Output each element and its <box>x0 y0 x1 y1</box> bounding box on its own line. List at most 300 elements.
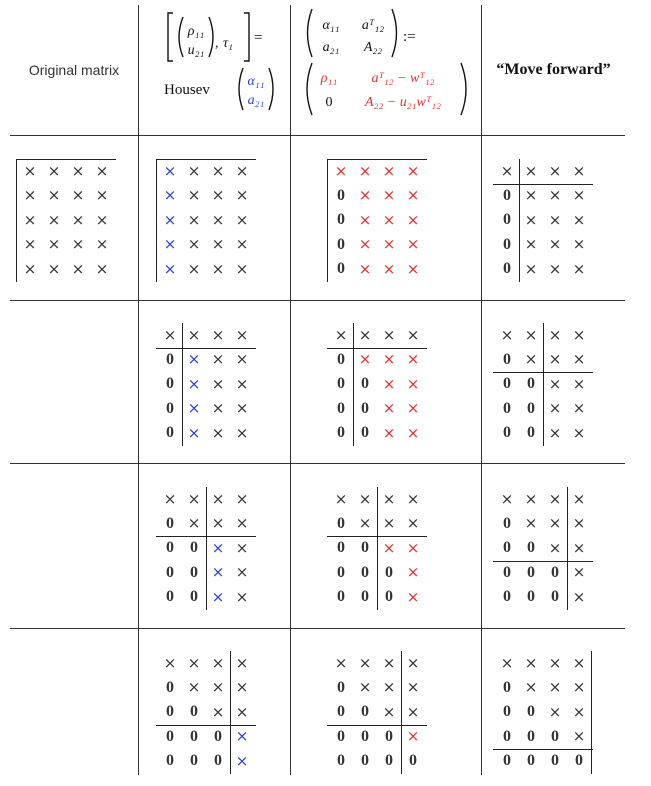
matrix-entry-x: × <box>382 702 396 721</box>
matrix-entry-x: × <box>211 235 225 253</box>
matrix-entry-x: × <box>406 702 420 721</box>
header-householder-formula <box>139 5 290 135</box>
partition-horizontal-line <box>327 725 427 726</box>
matrix-entry-x: × <box>382 161 396 180</box>
partition-horizontal-line <box>327 348 427 349</box>
matrix-entry-x: × <box>23 259 37 278</box>
matrix-entry-x: × <box>235 653 249 672</box>
matrix-step4-housev <box>158 651 254 774</box>
matrix-entry-x: × <box>211 678 225 696</box>
matrix-entry-x: × <box>187 423 201 442</box>
matrix-entry-zero: 0 <box>503 350 511 368</box>
matrix-entry-zero: 0 <box>503 399 511 417</box>
matrix-entry-x: × <box>406 350 420 368</box>
matrix-entry-x: × <box>187 235 201 253</box>
matrix-entry-x: × <box>187 514 201 532</box>
row-divider-1 <box>10 300 625 301</box>
matrix-entry-x: × <box>211 161 225 180</box>
matrix-entry-x: × <box>235 489 249 508</box>
matrix-entry-x: × <box>500 161 514 180</box>
matrix-entry-x: × <box>71 210 85 229</box>
matrix-entry-x: × <box>47 259 61 278</box>
matrix-entry-x: × <box>524 514 538 532</box>
matrix-entry-x: × <box>235 374 249 393</box>
matrix-entry-x: × <box>235 259 249 278</box>
matrix-entry-x: × <box>406 259 420 278</box>
matrix-entry-x: × <box>572 259 586 278</box>
matrix-entry-zero: 0 <box>337 678 345 696</box>
partition-horizontal-line <box>493 749 593 750</box>
matrix-step1-move <box>495 159 591 282</box>
matrix-entry-x: × <box>163 235 177 253</box>
matrix-entry-zero: 0 <box>166 588 174 605</box>
matrix-entry-x: × <box>358 161 372 180</box>
matrix-entry-x: × <box>382 514 396 532</box>
matrix-entry-zero: 0 <box>361 424 369 441</box>
matrix-entry-x: × <box>235 587 249 606</box>
matrix-entry-x: × <box>163 161 177 180</box>
matrix-entry-x: × <box>95 259 109 278</box>
matrix-entry-zero: 0 <box>166 514 174 532</box>
matrix-entry-x: × <box>524 186 538 204</box>
matrix-entry-zero: 0 <box>575 752 583 769</box>
update-a12T: aᵀ₁₂ <box>361 18 385 33</box>
partition-top-line <box>327 159 427 160</box>
matrix-entry-x: × <box>358 186 372 204</box>
partition-vertical-line <box>156 159 157 282</box>
matrix-entry-zero: 0 <box>361 588 369 605</box>
header-original-matrix <box>10 5 138 135</box>
matrix-entry-x: × <box>548 653 562 672</box>
matrix-entry-x: × <box>187 653 201 672</box>
matrix-entry-x: × <box>163 210 177 229</box>
matrix-step2-update <box>329 323 425 446</box>
matrix-entry-x: × <box>235 563 249 581</box>
matrix-entry-x: × <box>358 325 372 344</box>
header-original-matrix-label: Original matrix <box>28 62 120 78</box>
matrix-entry-x: × <box>406 399 420 417</box>
matrix-entry-x: × <box>572 538 586 557</box>
matrix-entry-x: × <box>524 489 538 508</box>
matrix-entry-zero: 0 <box>551 727 559 745</box>
matrix-entry-x: × <box>235 514 249 532</box>
update-top-right: aᵀ₁₂ − wᵀ₁₂ <box>371 71 435 86</box>
matrix-entry-x: × <box>548 350 562 368</box>
formula-equals: = <box>254 30 263 46</box>
matrix-entry-x: × <box>211 489 225 508</box>
matrix-entry-x: × <box>382 374 396 393</box>
matrix-entry-x: × <box>524 161 538 180</box>
matrix-entry-x: × <box>548 210 562 229</box>
matrix-entry-zero: 0 <box>361 703 369 720</box>
matrix-entry-x: × <box>572 325 586 344</box>
matrix-entry-x: × <box>548 259 562 278</box>
matrix-entry-x: × <box>548 514 562 532</box>
matrix-step3-housev <box>158 487 254 610</box>
matrix-entry-x: × <box>235 423 249 442</box>
matrix-entry-x: × <box>572 489 586 508</box>
matrix-entry-zero: 0 <box>166 375 174 392</box>
matrix-entry-zero: 0 <box>190 539 198 556</box>
matrix-entry-zero: 0 <box>361 399 369 417</box>
matrix-entry-x: × <box>187 489 201 508</box>
matrix-entry-x: × <box>235 235 249 253</box>
matrix-entry-x: × <box>235 538 249 557</box>
partition-vertical-line <box>519 159 520 282</box>
matrix-step4-move <box>495 651 591 774</box>
matrix-entry-x: × <box>382 538 396 557</box>
matrix-entry-zero: 0 <box>527 424 535 441</box>
matrix-entry-zero: 0 <box>503 539 511 556</box>
matrix-entry-x: × <box>235 350 249 368</box>
matrix-entry-x: × <box>572 399 586 417</box>
matrix-entry-x: × <box>572 210 586 229</box>
matrix-entry-x: × <box>187 374 201 393</box>
matrix-entry-x: × <box>548 235 562 253</box>
matrix-entry-x: × <box>235 399 249 417</box>
partition-vertical-line <box>353 323 354 446</box>
matrix-entry-x: × <box>358 653 372 672</box>
matrix-entry-zero: 0 <box>361 752 369 769</box>
matrix-entry-x: × <box>382 399 396 417</box>
partition-horizontal-line <box>493 184 593 185</box>
matrix-entry-zero: 0 <box>190 727 198 745</box>
matrix-entry-x: × <box>235 186 249 204</box>
partition-vertical-line <box>230 651 231 774</box>
matrix-entry-x: × <box>406 423 420 442</box>
matrix-entry-zero: 0 <box>551 752 559 769</box>
matrix-entry-x: × <box>500 653 514 672</box>
matrix-entry-zero: 0 <box>337 186 345 204</box>
matrix-entry-zero: 0 <box>527 375 535 392</box>
top-matrix-left-paren <box>308 9 313 57</box>
outer-right-bracket <box>244 13 249 61</box>
matrix-entry-x: × <box>382 653 396 672</box>
matrix-entry-x: × <box>163 653 177 672</box>
formula-housev: Housev <box>164 82 210 98</box>
matrix-entry-zero: 0 <box>337 514 345 532</box>
matrix-entry-x: × <box>163 259 177 278</box>
matrix-entry-x: × <box>524 259 538 278</box>
matrix-entry-x: × <box>358 489 372 508</box>
matrix-entry-x: × <box>358 514 372 532</box>
matrix-entry-x: × <box>548 325 562 344</box>
matrix-entry-x: × <box>334 653 348 672</box>
matrix-entry-x: × <box>548 186 562 204</box>
matrix-entry-zero: 0 <box>551 563 559 581</box>
matrix-entry-x: × <box>406 161 420 180</box>
matrix-entry-x: × <box>382 489 396 508</box>
matrix-entry-x: × <box>334 161 348 180</box>
bottom-matrix-right-paren <box>461 63 466 115</box>
matrix-entry-x: × <box>334 489 348 508</box>
matrix-entry-x: × <box>47 210 61 229</box>
matrix-entry-x: × <box>382 186 396 204</box>
row-divider-2 <box>10 463 625 464</box>
matrix-entry-zero: 0 <box>214 752 222 769</box>
matrix-entry-x: × <box>95 186 109 204</box>
matrix-entry-x: × <box>406 325 420 344</box>
matrix-entry-zero: 0 <box>337 424 345 441</box>
matrix-entry-zero: 0 <box>337 235 345 253</box>
outer-left-bracket <box>168 13 173 61</box>
partition-vertical-line <box>591 651 592 774</box>
matrix-entry-x: × <box>572 678 586 696</box>
matrix-entry-zero: 0 <box>385 752 393 769</box>
matrix-entry-x: × <box>500 489 514 508</box>
matrix-entry-x: × <box>211 325 225 344</box>
matrix-entry-zero: 0 <box>337 727 345 745</box>
matrix-entry-x: × <box>211 399 225 417</box>
matrix-entry-x: × <box>406 210 420 229</box>
matrix-entry-x: × <box>382 350 396 368</box>
matrix-entry-zero: 0 <box>385 727 393 745</box>
matrix-entry-zero: 0 <box>361 539 369 556</box>
matrix-entry-x: × <box>211 538 225 557</box>
matrix-entry-x: × <box>187 186 201 204</box>
matrix-entry-zero: 0 <box>190 563 198 581</box>
matrix-entry-zero: 0 <box>551 588 559 605</box>
matrix-entry-x: × <box>524 350 538 368</box>
partition-vertical-line <box>401 651 402 774</box>
partition-top-line <box>16 159 116 160</box>
matrix-entry-x: × <box>572 350 586 368</box>
matrix-entry-zero: 0 <box>503 375 511 392</box>
matrix-entry-x: × <box>235 210 249 229</box>
partition-top-line <box>156 159 256 160</box>
matrix-entry-x: × <box>382 423 396 442</box>
matrix-entry-x: × <box>211 653 225 672</box>
matrix-entry-zero: 0 <box>190 752 198 769</box>
matrix-entry-zero: 0 <box>503 424 511 441</box>
housev-left-paren <box>239 68 243 110</box>
matrix-entry-x: × <box>572 727 586 745</box>
matrix-entry-zero: 0 <box>503 727 511 745</box>
matrix-entry-x: × <box>71 235 85 253</box>
matrix-entry-x: × <box>548 423 562 442</box>
matrix-step2-move <box>495 323 591 446</box>
matrix-entry-zero: 0 <box>190 703 198 720</box>
partition-vertical-line <box>377 487 378 610</box>
matrix-entry-x: × <box>358 235 372 253</box>
matrix-entry-x: × <box>95 161 109 180</box>
matrix-entry-zero: 0 <box>503 211 511 228</box>
matrix-entry-x: × <box>572 514 586 532</box>
matrix-entry-zero: 0 <box>503 563 511 581</box>
matrix-entry-zero: 0 <box>503 186 511 204</box>
matrix-entry-x: × <box>235 702 249 721</box>
matrix-entry-zero: 0 <box>385 588 393 605</box>
matrix-entry-x: × <box>211 374 225 393</box>
matrix-entry-zero: 0 <box>527 703 535 720</box>
matrix-entry-x: × <box>572 161 586 180</box>
matrix-entry-zero: 0 <box>337 260 345 277</box>
matrix-entry-x: × <box>572 587 586 606</box>
matrix-entry-x: × <box>163 489 177 508</box>
update-assign: := <box>403 29 416 45</box>
matrix-entry-x: × <box>187 210 201 229</box>
matrix-entry-zero: 0 <box>166 563 174 581</box>
matrix-entry-x: × <box>235 325 249 344</box>
matrix-entry-x: × <box>572 374 586 393</box>
matrix-entry-x: × <box>235 751 249 770</box>
matrix-entry-x: × <box>548 489 562 508</box>
matrix-entry-x: × <box>71 161 85 180</box>
bottom-matrix-left-paren <box>307 63 312 115</box>
matrix-entry-x: × <box>358 350 372 368</box>
top-matrix-right-paren <box>392 9 397 57</box>
matrix-entry-x: × <box>47 186 61 204</box>
matrix-entry-x: × <box>358 210 372 229</box>
matrix-entry-zero: 0 <box>337 752 345 769</box>
matrix-entry-x: × <box>406 727 420 745</box>
matrix-entry-x: × <box>235 727 249 745</box>
matrix-entry-x: × <box>211 514 225 532</box>
matrix-entry-zero: 0 <box>166 424 174 441</box>
matrix-entry-x: × <box>406 489 420 508</box>
matrix-entry-zero: 0 <box>527 588 535 605</box>
matrix-entry-x: × <box>95 210 109 229</box>
partition-horizontal-line <box>156 725 256 726</box>
matrix-step3-move <box>495 487 591 610</box>
matrix-entry-x: × <box>406 653 420 672</box>
matrix-entry-x: × <box>358 259 372 278</box>
matrix-entry-zero: 0 <box>166 678 174 696</box>
matrix-entry-x: × <box>187 350 201 368</box>
matrix-entry-x: × <box>548 374 562 393</box>
matrix-entry-x: × <box>572 653 586 672</box>
matrix-entry-x: × <box>382 235 396 253</box>
matrix-entry-zero: 0 <box>503 514 511 532</box>
matrix-entry-zero: 0 <box>337 588 345 605</box>
matrix-entry-x: × <box>211 259 225 278</box>
formula-alpha11: α₁₁ <box>247 74 265 89</box>
header-move-forward <box>482 5 625 135</box>
matrix-entry-zero: 0 <box>337 350 345 368</box>
matrix-entry-zero: 0 <box>503 260 511 277</box>
matrix-entry-x: × <box>406 587 420 606</box>
matrix-step2-housev <box>158 323 254 446</box>
matrix-entry-zero: 0 <box>527 752 535 769</box>
matrix-entry-x: × <box>23 210 37 229</box>
matrix-step3-update <box>329 487 425 610</box>
matrix-entry-x: × <box>406 678 420 696</box>
matrix-entry-x: × <box>548 399 562 417</box>
matrix-entry-x: × <box>187 161 201 180</box>
matrix-entry-x: × <box>572 235 586 253</box>
inner-right-paren <box>209 17 213 57</box>
matrix-entry-zero: 0 <box>527 539 535 556</box>
partition-horizontal-line <box>156 536 256 537</box>
matrix-entry-zero: 0 <box>166 727 174 745</box>
matrix-entry-zero: 0 <box>503 752 511 769</box>
matrix-entry-zero: 0 <box>166 399 174 417</box>
svg-text:,: , <box>215 36 219 51</box>
matrix-entry-x: × <box>572 563 586 581</box>
matrix-entry-zero: 0 <box>166 539 174 556</box>
update-a21: a₂₁ <box>322 40 340 55</box>
matrix-entry-x: × <box>572 702 586 721</box>
matrix-entry-zero: 0 <box>166 703 174 720</box>
matrix-entry-x: × <box>235 678 249 696</box>
matrix-entry-zero: 0 <box>527 399 535 417</box>
matrix-step1-update <box>329 159 425 282</box>
matrix-entry-x: × <box>548 538 562 557</box>
matrix-entry-zero: 0 <box>337 539 345 556</box>
matrix-entry-x: × <box>572 423 586 442</box>
matrix-entry-x: × <box>187 399 201 417</box>
update-rho11: ρ₁₁ <box>320 71 338 86</box>
matrix-entry-zero: 0 <box>337 563 345 581</box>
matrix-entry-x: × <box>548 702 562 721</box>
matrix-entry-x: × <box>163 325 177 344</box>
matrix-entry-zero: 0 <box>361 563 369 581</box>
formula-tau1: τ₁ <box>223 36 233 51</box>
formula-a21: a₂₁ <box>247 93 265 108</box>
matrix-entry-x: × <box>406 186 420 204</box>
matrix-entry-x: × <box>163 186 177 204</box>
update-zero: 0 <box>325 95 333 110</box>
matrix-entry-x: × <box>406 514 420 532</box>
matrix-entry-x: × <box>211 702 225 721</box>
matrix-entry-x: × <box>71 186 85 204</box>
matrix-entry-zero: 0 <box>503 678 511 696</box>
matrix-step1-housev <box>158 159 254 282</box>
formula-rho11: ρ₁₁ <box>187 24 205 39</box>
matrix-entry-zero: 0 <box>409 752 417 769</box>
matrix-entry-x: × <box>406 563 420 581</box>
update-bottom-right: A₂₂ − u₂₁wᵀ₁₂ <box>365 95 441 110</box>
matrix-entry-x: × <box>382 259 396 278</box>
matrix-entry-zero: 0 <box>503 588 511 605</box>
matrix-entry-x: × <box>382 325 396 344</box>
matrix-entry-x: × <box>23 186 37 204</box>
matrix-entry-x: × <box>358 678 372 696</box>
matrix-entry-x: × <box>211 186 225 204</box>
partition-vertical-line <box>567 487 568 610</box>
partition-vertical-line <box>327 159 328 282</box>
matrix-entry-zero: 0 <box>527 563 535 581</box>
partition-vertical-line <box>16 159 17 282</box>
update-A22: A₂₂ <box>363 40 383 55</box>
matrix-entry-x: × <box>23 161 37 180</box>
partition-horizontal-line <box>493 561 593 562</box>
matrix-entry-x: × <box>211 350 225 368</box>
matrix-entry-zero: 0 <box>503 235 511 253</box>
matrix-entry-x: × <box>524 653 538 672</box>
matrix-entry-x: × <box>211 210 225 229</box>
matrix-entry-x: × <box>500 325 514 344</box>
matrix-entry-x: × <box>47 235 61 253</box>
matrix-entry-zero: 0 <box>337 703 345 720</box>
matrix-entry-x: × <box>548 678 562 696</box>
partition-vertical-line <box>543 323 544 446</box>
partition-horizontal-line <box>327 536 427 537</box>
header-update-formula <box>291 5 481 135</box>
matrix-entry-x: × <box>334 325 348 344</box>
matrix-entry-x: × <box>406 235 420 253</box>
matrix-entry-x: × <box>71 259 85 278</box>
matrix-entry-x: × <box>187 325 201 344</box>
housev-right-paren <box>269 68 273 110</box>
matrix-entry-x: × <box>95 235 109 253</box>
matrix-step4-update <box>329 651 425 774</box>
matrix-entry-x: × <box>23 235 37 253</box>
row-divider-header <box>10 135 625 136</box>
matrix-entry-zero: 0 <box>337 211 345 228</box>
partition-horizontal-line <box>493 372 593 373</box>
matrix-entry-x: × <box>524 235 538 253</box>
